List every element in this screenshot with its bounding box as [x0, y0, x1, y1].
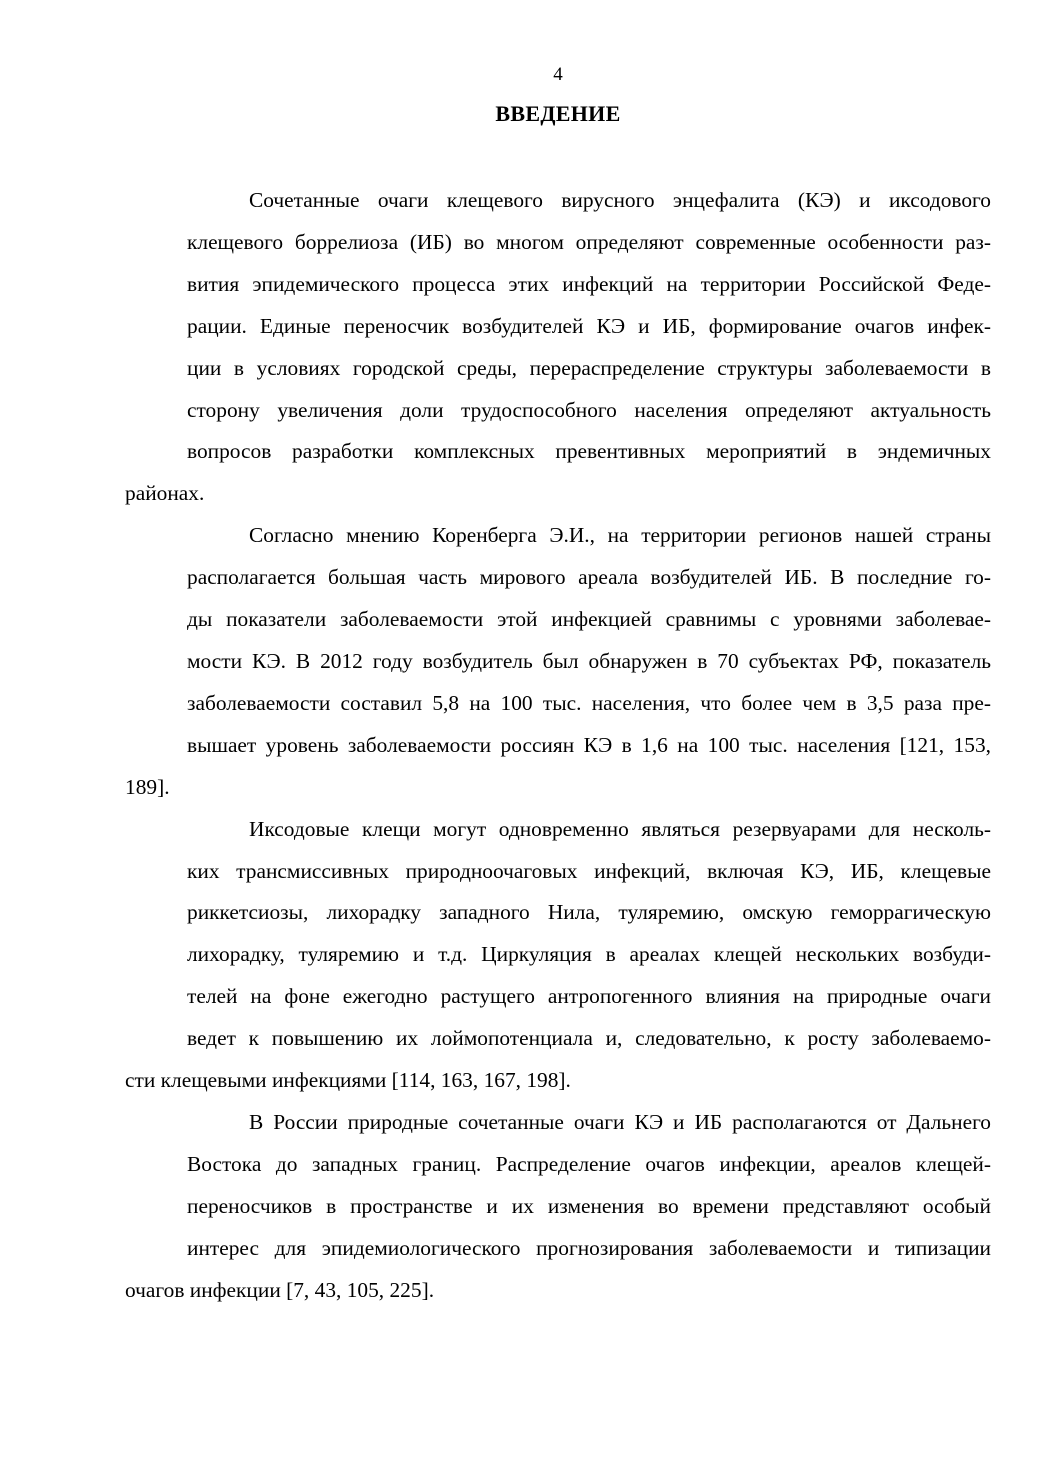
text-line: переносчиков в пространстве и их изменения во времени представляют особый — [187, 1193, 991, 1218]
text-line: ведет к повышению их лоймопотенциала и, следовательно, к росту заболеваемо- — [187, 1026, 991, 1051]
text-line: телей на фоне ежегодно растущего антропогенного влияния на природные очаги — [187, 984, 991, 1009]
paragraph — [125, 180, 991, 515]
text-line: располагается большая часть мирового ареала возбудителей ИБ. В последние го- — [187, 565, 991, 590]
page-number: 4 — [553, 64, 563, 85]
text-line: Сочетанные очаги клещевого вирусного энцефалита (КЭ) и иксодового — [249, 188, 991, 212]
text-line: заболеваемости составил 5,8 на 100 тыс. населения, что более чем в 3,5 раза пре- — [187, 690, 991, 715]
text-line: мости КЭ. В 2012 году возбудитель был обнаружен в 70 субъектах РФ, показатель — [187, 648, 991, 673]
text-line: Согласно мнению Коренберга Э.И., на территории регионов нашей страны — [249, 523, 991, 548]
text-line: очагов инфекции [7, 43, 105, 225]. — [125, 1277, 435, 1302]
paragraph — [125, 809, 991, 1102]
paragraph — [125, 1102, 991, 1312]
text-line: вышает уровень заболеваемости россиян КЭ в 1,6 на 100 тыс. населения [121, 153, — [187, 732, 991, 757]
page-title: ВВЕДЕНИЕ — [495, 101, 621, 126]
text-line: вития эпидемического процесса этих инфекций на территории Российской Феде- — [187, 271, 991, 296]
text-line: клещевого боррелиоза (ИБ) во многом определяют современные особенности раз- — [187, 229, 991, 254]
text-line: рации. Единые переносчик возбудителей КЭ и ИБ, формирование очагов инфек- — [187, 313, 991, 338]
text-line: сти клещевыми инфекциями [114, 163, 167, 198]. — [125, 1068, 571, 1093]
text-line: ких трансмиссивных природноочаговых инфекций, включая КЭ, ИБ, клещевые — [187, 858, 991, 883]
text-line: риккетсиозы, лихорадку западного Нила, туляремию, омскую геморрагическую — [187, 900, 991, 925]
text-line: Востока до западных границ. Распределение очагов инфекции, ареалов клещей- — [187, 1151, 991, 1176]
text-line: ции в условиях городской среды, перераспределение структуры заболеваемости в — [187, 355, 991, 380]
text-line: сторону увеличения доли трудоспособного населения определяют актуальность — [187, 397, 991, 422]
text-line: интерес для эпидемиологического прогнозирования заболеваемости и типизации — [187, 1235, 991, 1260]
text-line: вопросов разработки комплексных превентивных мероприятий в эндемичных — [187, 439, 991, 464]
text-line: районах. — [125, 481, 205, 506]
text-line: 189]. — [125, 774, 170, 799]
paragraph — [125, 515, 991, 808]
text-line: ды показатели заболеваемости этой инфекцией сравнимы с уровнями заболевае- — [187, 607, 991, 632]
document-body — [125, 180, 991, 1311]
text-line: Иксодовые клещи могут одновременно являться резервуарами для несколь- — [249, 816, 991, 841]
text-line: В России природные сочетанные очаги КЭ и ИБ располагаются от Дальнего — [249, 1109, 991, 1134]
text-line: лихорадку, туляремию и т.д. Циркуляция в ареалах клещей нескольких возбуди- — [187, 942, 991, 967]
